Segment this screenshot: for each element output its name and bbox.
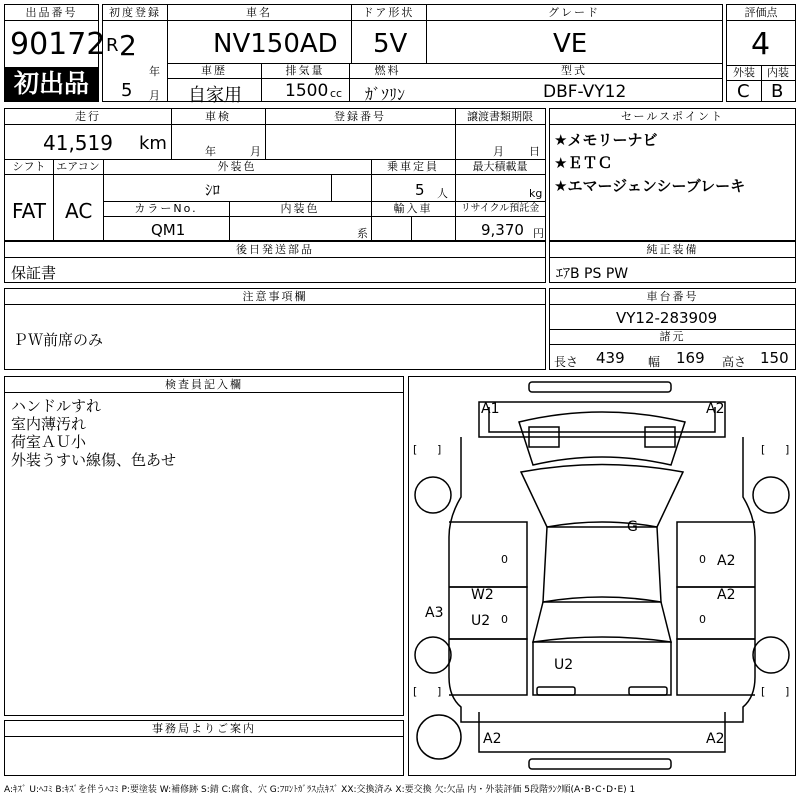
inspector-line-1: ハンドルすれ (11, 397, 102, 415)
mark-zero-left-2: 0 (501, 613, 508, 626)
load-label: 最大積載量 (455, 159, 545, 175)
factory-equipment-box (549, 241, 796, 283)
lot-number: 90172 (10, 27, 106, 62)
grade-label: グレード (426, 5, 722, 21)
later-parts-box (4, 241, 546, 283)
model: DBF-VY12 (543, 82, 627, 102)
capacity-unit: 人 (437, 187, 448, 200)
mark-rear-right: A2 (706, 731, 725, 747)
fuel-label: 燃料 (349, 63, 426, 79)
ac-label: エアコン (53, 159, 103, 175)
shift-label: シフト (5, 159, 53, 175)
month-unit: 月 (149, 89, 160, 102)
color-label: 外装色 (103, 159, 371, 175)
deadline-month-unit: 月 (493, 145, 504, 158)
interior-color-unit: 系 (357, 227, 368, 240)
width: 169 (676, 349, 705, 367)
capacity-label: 乗車定員 (371, 159, 455, 175)
score-box (726, 4, 796, 102)
displacement-label: 排気量 (261, 63, 349, 79)
capacity: 5 (415, 181, 425, 199)
color-no: QM1 (151, 221, 186, 239)
sales-point-2: ★ＥＴＣ (554, 154, 613, 172)
car-name: NV150AD (213, 29, 338, 59)
inspector-box (4, 376, 404, 716)
mark-rear-left: A2 (483, 731, 502, 747)
mark-zero-right-2: 0 (699, 613, 706, 626)
spec-label: 諸元 (550, 329, 795, 345)
car-name-label: 車名 (167, 5, 351, 21)
length: 439 (596, 349, 625, 367)
svg-text:]: ] (437, 685, 442, 698)
mark-zero-left: 0 (501, 553, 508, 566)
interior-color-label: 内装色 (229, 201, 371, 217)
svg-text:[: [ (413, 443, 418, 456)
mark-zero-right: 0 (699, 553, 706, 566)
fuel: ｶﾞｿﾘﾝ (365, 85, 406, 104)
era: R (106, 35, 119, 56)
mark-front-right: A2 (706, 401, 725, 417)
sales-point-3: ★エマージェンシーブレーキ (554, 177, 746, 195)
recycle: 9,370 (481, 221, 524, 239)
deadline-label: 譲渡書類期限 (455, 109, 545, 125)
mark-left-quarter: A3 (425, 605, 444, 621)
factory-equipment: ｴｱB PS PW (556, 266, 629, 282)
year-unit: 年 (149, 65, 160, 78)
recycle-label: リサイクル預託金 (455, 201, 545, 217)
exterior-score: C (737, 81, 750, 102)
mark-left-door-w: W2 (471, 587, 494, 603)
shift: FAT (12, 199, 47, 223)
inspection-year-unit: 年 (205, 145, 216, 158)
door-type: 5V (373, 29, 408, 59)
history: 自家用 (188, 85, 242, 106)
inspector-line-2: 室内薄汚れ (11, 415, 87, 433)
width-label: 幅 (648, 355, 661, 369)
mark-left-door-u: U2 (471, 613, 491, 629)
svg-text:[: [ (413, 685, 418, 698)
inspector-line-3: 荷室ＡＵ小 (11, 433, 87, 451)
svg-text:[: [ (761, 685, 766, 698)
inspection-label: 車検 (171, 109, 265, 125)
height: 150 (760, 349, 789, 367)
mark-right-front-door: A2 (717, 553, 736, 569)
notes-label: 注意事項欄 (5, 289, 545, 305)
mark-roof: G (627, 519, 638, 535)
interior-label: 内装 (761, 65, 795, 81)
notes: ＰＷ前席のみ (13, 331, 104, 349)
length-label: 長さ (554, 355, 579, 369)
chassis-box (549, 288, 796, 370)
door-label: ドア形状 (351, 5, 426, 21)
grade: VE (553, 29, 588, 59)
score-label: 評価点 (727, 5, 795, 21)
lot-label: 出品番号 (5, 5, 98, 21)
load-unit: kg (529, 187, 543, 200)
car-outline-svg (409, 377, 795, 775)
notes-box (4, 288, 546, 370)
chassis-label: 車台番号 (550, 289, 795, 305)
regno-label: 登録番号 (265, 109, 455, 125)
inspector-label: 検査員記入欄 (5, 377, 403, 393)
color-no-label: カラーNo. (103, 201, 229, 217)
first-reg-label: 初度登録 (103, 5, 167, 21)
legend: A:ｷｽﾞ U:ﾍｺﾐ B:ｷｽﾞを伴うﾍｺﾐ P:要塗装 W:補修跡 S:錆 C:腐食、穴 G:ﾌﾛﾝﾄｶﾞﾗｽ点ｷｽﾞ XX:交換済み X:要交換 欠:欠品 内・外装評価 5段階ﾗﾝｸ順(A･B･C･D･E) 1 (4, 785, 636, 795)
vehicle-header (102, 4, 723, 106)
history-label: 車歴 (167, 63, 261, 79)
mark-right-rear-door: A2 (717, 587, 736, 603)
score: 4 (751, 27, 771, 62)
month: 5 (121, 80, 133, 101)
svg-text:]: ] (437, 443, 442, 456)
mileage-unit: km (139, 133, 167, 154)
office-label: 事務局よりご案内 (5, 721, 403, 737)
factory-equipment-label: 純正装備 (550, 242, 795, 258)
year: 2 (119, 29, 137, 62)
exterior-label: 外装 (727, 65, 761, 81)
sales-points-box (549, 108, 796, 241)
ac: AC (65, 199, 93, 223)
inspector-line-4: 外装うすい線傷、色あせ (11, 451, 177, 469)
mark-rear-glass: U2 (554, 657, 574, 673)
mileage: 41,519 (43, 131, 113, 155)
damage-diagram (408, 376, 796, 776)
svg-text:[: [ (761, 443, 766, 456)
interior-score: B (771, 81, 784, 102)
exterior-color: ｼﾛ (205, 181, 221, 199)
inspection-month-unit: 月 (250, 145, 261, 158)
mark-front-left: A1 (481, 401, 500, 417)
deadline-day-unit: 日 (529, 145, 540, 158)
model-label: 型式 (426, 63, 722, 79)
displacement-unit: cc (330, 87, 343, 100)
mileage-label: 走行 (5, 109, 171, 125)
height-label: 高さ (722, 355, 747, 369)
lot-box (4, 4, 106, 102)
chassis-number: VY12-283909 (616, 309, 718, 327)
import-label: 輸入車 (371, 201, 455, 217)
later-parts-label: 後日発送部品 (5, 242, 545, 258)
sales-points-label: セールスポイント (550, 109, 795, 125)
office-box (4, 720, 404, 776)
svg-text:]: ] (785, 443, 790, 456)
recycle-unit: 円 (533, 227, 544, 240)
sales-point-1: ★メモリーナビ (554, 131, 658, 149)
later-parts: 保証書 (11, 264, 57, 282)
svg-text:]: ] (785, 685, 790, 698)
displacement: 1500 (285, 81, 329, 101)
first-listing-badge: 初出品 (5, 67, 98, 101)
vehicle-details (4, 108, 546, 241)
